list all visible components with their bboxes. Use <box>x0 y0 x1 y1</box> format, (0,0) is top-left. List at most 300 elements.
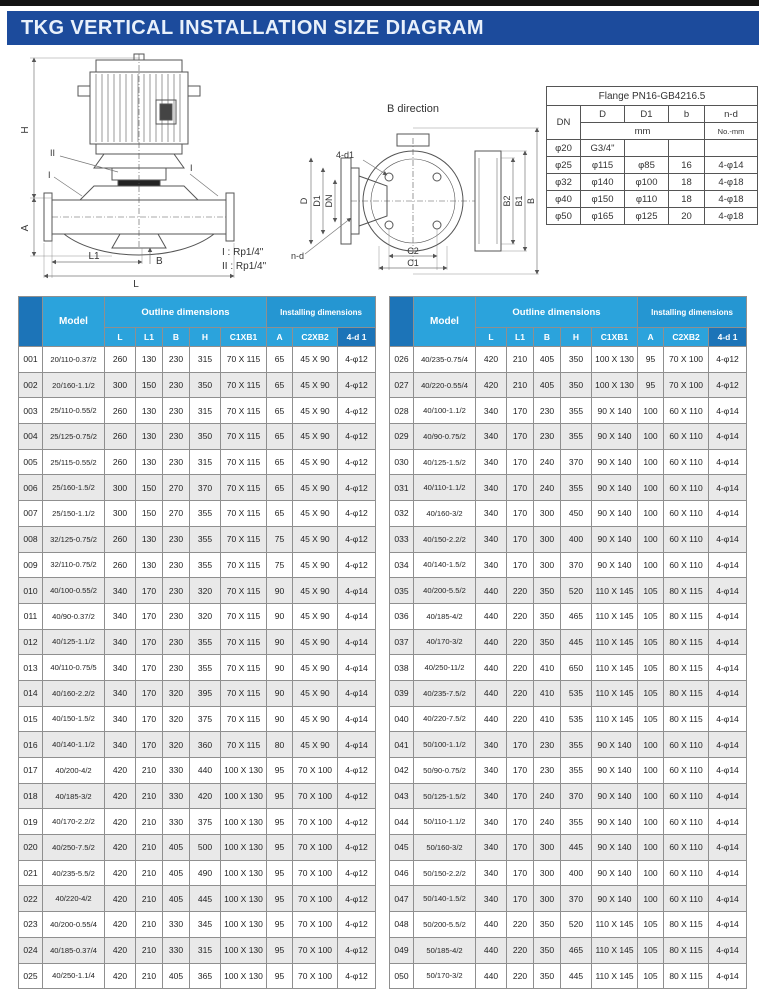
table-row <box>390 809 747 835</box>
dimension-value: 130 <box>136 424 163 450</box>
dimension-value: 90 X 140 <box>592 860 638 886</box>
outline-dimensions-header: Outline dimensions <box>476 297 638 328</box>
dimension-value: 100 <box>638 860 664 886</box>
table-row <box>390 501 747 527</box>
table-row <box>19 552 376 578</box>
dimension-value: 420 <box>105 937 136 963</box>
flange-unit-mm: mm <box>581 123 705 140</box>
dimension-value: 300 <box>534 835 561 861</box>
row-index: 049 <box>390 937 414 963</box>
dimension-value: 70 X 115 <box>221 552 267 578</box>
dimension-value: 535 <box>561 680 592 706</box>
dimension-value: 90 X 140 <box>592 783 638 809</box>
table-row <box>19 758 376 784</box>
dimension-value: 4-φ12 <box>338 552 376 578</box>
dimension-value: 70 X 100 <box>293 783 338 809</box>
dimension-value: 320 <box>190 578 221 604</box>
model-name: 50/110-1.1/2 <box>414 809 476 835</box>
dimension-value: 4-φ12 <box>338 783 376 809</box>
dimension-value: 70 X 115 <box>221 680 267 706</box>
pump-body-outline <box>44 54 234 255</box>
dimension-value: 4-φ12 <box>338 347 376 373</box>
note-ii-label: II : <box>222 261 234 272</box>
dimension-value: 110 X 145 <box>592 706 638 732</box>
table-row <box>390 552 747 578</box>
model-name: 50/200-5.5/2 <box>414 912 476 938</box>
dimension-value: 4-φ12 <box>338 886 376 912</box>
dimension-value: 440 <box>476 912 507 938</box>
row-index: 033 <box>390 526 414 552</box>
flange-dim-value: φ110 <box>625 191 669 208</box>
dimension-value: 65 <box>267 475 293 501</box>
dimension-value: 45 X 90 <box>293 398 338 424</box>
dimension-value: 4-φ14 <box>709 603 747 629</box>
row-index: 034 <box>390 552 414 578</box>
dimension-value: 355 <box>561 809 592 835</box>
dimension-value: 4-φ14 <box>709 732 747 758</box>
dimension-value: 100 X 130 <box>221 963 267 989</box>
table-row <box>390 578 747 604</box>
dimension-value: 60 X 110 <box>664 475 709 501</box>
dimension-value: 370 <box>190 475 221 501</box>
model-name: 32/125-0.75/2 <box>43 526 105 552</box>
dimension-value: 4-φ14 <box>709 526 747 552</box>
dimension-value: 170 <box>136 603 163 629</box>
dimension-value: 80 X 115 <box>664 937 709 963</box>
dimension-value: 410 <box>534 655 561 681</box>
dimension-value: 4-φ14 <box>709 449 747 475</box>
dimension-value: 90 <box>267 603 293 629</box>
dimension-value: 170 <box>507 475 534 501</box>
table-row <box>390 372 747 398</box>
flange-row <box>547 174 758 191</box>
dimension-value: 375 <box>190 706 221 732</box>
col-header-a: A <box>638 328 664 347</box>
model-name: 50/150-2.2/2 <box>414 860 476 886</box>
dimension-value: 60 X 110 <box>664 552 709 578</box>
dimension-value: 65 <box>267 347 293 373</box>
dimension-value: 70 X 115 <box>221 347 267 373</box>
dimension-value: 170 <box>507 835 534 861</box>
dimension-value: 440 <box>476 655 507 681</box>
model-name: 50/160-3/2 <box>414 835 476 861</box>
dimension-value: 110 X 145 <box>592 937 638 963</box>
flange-dn-value: φ20 <box>547 140 581 157</box>
model-name: 25/110-0.55/2 <box>43 398 105 424</box>
row-index: 046 <box>390 860 414 886</box>
dimension-value: 70 X 115 <box>221 475 267 501</box>
flange-row <box>547 191 758 208</box>
dimension-value: 230 <box>163 347 190 373</box>
row-index: 023 <box>19 912 43 938</box>
dimension-value: 100 <box>638 424 664 450</box>
flange-dim-value: 18 <box>669 191 705 208</box>
dimension-value: 260 <box>105 398 136 424</box>
dimension-value: 90 <box>267 655 293 681</box>
dimension-value: 60 X 110 <box>664 809 709 835</box>
dimension-value: 420 <box>105 758 136 784</box>
model-name: 50/185-4/2 <box>414 937 476 963</box>
table-row <box>19 449 376 475</box>
dimension-value: 230 <box>163 603 190 629</box>
model-name: 40/150-2.2/2 <box>414 526 476 552</box>
dimension-value: 4-φ12 <box>338 758 376 784</box>
dimension-value: 75 <box>267 552 293 578</box>
dimension-value: 440 <box>476 963 507 989</box>
flange-dim-value: G3/4" <box>581 140 625 157</box>
flange-col-b: b <box>669 106 705 123</box>
flange-unit-nd: No.-mm <box>705 123 758 140</box>
dimension-value: 220 <box>507 937 534 963</box>
dimension-value: 4-φ12 <box>709 347 747 373</box>
row-index: 041 <box>390 732 414 758</box>
dimension-value: 210 <box>136 886 163 912</box>
dimension-value: 65 <box>267 424 293 450</box>
dimension-value: 300 <box>105 475 136 501</box>
dimension-value: 420 <box>476 372 507 398</box>
note-line-i <box>222 246 266 260</box>
dimension-value: 75 <box>267 526 293 552</box>
dimension-value: 410 <box>534 706 561 732</box>
dimension-value: 60 X 110 <box>664 501 709 527</box>
flange-dim-value: φ150 <box>581 191 625 208</box>
dimension-value: 4-φ14 <box>709 501 747 527</box>
row-index: 024 <box>19 937 43 963</box>
dimension-value: 260 <box>105 347 136 373</box>
model-name: 40/110-1.1/2 <box>414 475 476 501</box>
dimension-value: 60 X 110 <box>664 398 709 424</box>
dimension-value: 340 <box>476 475 507 501</box>
dimension-value: 100 X 130 <box>221 835 267 861</box>
model-column-header: Model <box>414 297 476 347</box>
model-name: 40/200-5.5/2 <box>414 578 476 604</box>
dimension-value: 4-φ14 <box>709 912 747 938</box>
dimension-value: 4-φ12 <box>338 449 376 475</box>
dimension-value: 260 <box>105 552 136 578</box>
dimension-value: 340 <box>476 732 507 758</box>
dim-label-c1: C1 <box>407 258 419 268</box>
dimension-value: 105 <box>638 680 664 706</box>
dimension-value: 70 X 100 <box>664 347 709 373</box>
model-name: 25/160-1.5/2 <box>43 475 105 501</box>
dimension-value: 300 <box>534 886 561 912</box>
dimension-value: 170 <box>136 732 163 758</box>
dim-label-l: L <box>133 279 139 290</box>
dimension-value: 330 <box>163 937 190 963</box>
dimension-value: 340 <box>105 680 136 706</box>
row-index: 009 <box>19 552 43 578</box>
dimension-value: 240 <box>534 449 561 475</box>
page-title: TKG VERTICAL INSTALLATION SIZE DIAGRAM <box>7 11 759 45</box>
dimension-value: 4-φ12 <box>338 398 376 424</box>
dimension-value: 70 X 115 <box>221 449 267 475</box>
dimension-value: 90 X 140 <box>592 526 638 552</box>
dimension-value: 220 <box>507 655 534 681</box>
dimension-value: 340 <box>476 424 507 450</box>
dimension-value: 150 <box>136 372 163 398</box>
dimension-value: 70 X 100 <box>664 372 709 398</box>
dimension-value: 340 <box>476 501 507 527</box>
dimension-value: 4-φ14 <box>709 680 747 706</box>
model-name: 25/150-1.1/2 <box>43 501 105 527</box>
dimension-value: 4-φ14 <box>709 937 747 963</box>
table-row <box>390 475 747 501</box>
dimension-value: 405 <box>534 347 561 373</box>
dimension-value: 80 X 115 <box>664 963 709 989</box>
dimension-value: 210 <box>136 912 163 938</box>
model-name: 40/170-2.2/2 <box>43 809 105 835</box>
dimension-value: 95 <box>638 347 664 373</box>
dimension-value: 170 <box>507 860 534 886</box>
dimension-value: 105 <box>638 578 664 604</box>
dimension-value: 350 <box>534 578 561 604</box>
dimension-value: 340 <box>476 783 507 809</box>
flange-dim-value <box>705 140 758 157</box>
flange-dim-value: 16 <box>669 157 705 174</box>
top-black-strip <box>0 0 759 6</box>
dimension-value: 100 X 130 <box>592 372 638 398</box>
dimension-value: 4-φ12 <box>338 475 376 501</box>
dimension-table-left <box>18 296 376 989</box>
flange-dn-value: φ50 <box>547 208 581 225</box>
table-row <box>19 398 376 424</box>
model-name: 40/170-3/2 <box>414 629 476 655</box>
model-name: 40/100-1.1/2 <box>414 398 476 424</box>
dimension-value: 90 X 140 <box>592 835 638 861</box>
flange-dim-value: 4-φ14 <box>705 157 758 174</box>
row-index: 008 <box>19 526 43 552</box>
dimension-value: 4-φ14 <box>709 655 747 681</box>
dimension-value: 220 <box>507 578 534 604</box>
dimension-value: 4-φ12 <box>338 963 376 989</box>
dimension-value: 45 X 90 <box>293 449 338 475</box>
dimension-value: 70 X 115 <box>221 603 267 629</box>
dimension-value: 90 X 140 <box>592 552 638 578</box>
dimension-value: 440 <box>476 937 507 963</box>
dim-label-b-right: B <box>526 197 536 205</box>
row-index: 019 <box>19 809 43 835</box>
dimension-value: 420 <box>476 347 507 373</box>
row-index: 032 <box>390 501 414 527</box>
table-row <box>390 706 747 732</box>
model-name: 40/220-0.55/4 <box>414 372 476 398</box>
dimension-value: 445 <box>561 629 592 655</box>
dimension-value: 220 <box>507 706 534 732</box>
model-name: 40/125-1.1/2 <box>43 629 105 655</box>
dimension-value: 420 <box>105 835 136 861</box>
dimension-value: 4-φ12 <box>338 860 376 886</box>
dimension-value: 340 <box>105 578 136 604</box>
dimension-value: 80 X 115 <box>664 912 709 938</box>
table-row <box>19 963 376 989</box>
dimension-value: 70 X 115 <box>221 655 267 681</box>
dimension-value: 100 X 130 <box>221 886 267 912</box>
row-index: 028 <box>390 398 414 424</box>
dimension-value: 70 X 100 <box>293 835 338 861</box>
table-row <box>390 937 747 963</box>
dimension-value: 370 <box>561 449 592 475</box>
dimension-value: 355 <box>190 655 221 681</box>
model-name: 50/125-1.5/2 <box>414 783 476 809</box>
dimension-value: 210 <box>136 835 163 861</box>
flange-header-row <box>547 106 758 123</box>
b-direction-outline <box>341 134 501 264</box>
model-name: 40/125-1.5/2 <box>414 449 476 475</box>
table-row <box>19 835 376 861</box>
dimension-value: 110 X 145 <box>592 629 638 655</box>
dimension-value: 410 <box>534 680 561 706</box>
dimension-value: 95 <box>267 886 293 912</box>
dimension-value: 405 <box>163 963 190 989</box>
col-header-l1: L1 <box>136 328 163 347</box>
dimension-value: 230 <box>163 424 190 450</box>
dimension-value: 4-φ14 <box>709 424 747 450</box>
row-index: 043 <box>390 783 414 809</box>
dimension-value: 4-φ12 <box>338 501 376 527</box>
dim-label-c2: C2 <box>407 246 419 256</box>
dimension-value: 445 <box>561 835 592 861</box>
dimension-value: 440 <box>476 680 507 706</box>
dimension-value: 300 <box>105 372 136 398</box>
flange-col-d: D <box>581 106 625 123</box>
flange-dim-value: φ100 <box>625 174 669 191</box>
col-header-c2xb2: C2XB2 <box>293 328 338 347</box>
dimension-value: 440 <box>476 706 507 732</box>
dimension-value: 90 X 140 <box>592 398 638 424</box>
dimension-value: 230 <box>163 629 190 655</box>
col-header-c1xb1: C1XB1 <box>221 328 267 347</box>
dimension-value: 445 <box>190 886 221 912</box>
table-row <box>19 372 376 398</box>
model-name: 50/90-0.75/2 <box>414 758 476 784</box>
dimension-value: 340 <box>476 526 507 552</box>
row-index: 011 <box>19 603 43 629</box>
callout-label-ii: II <box>50 148 56 158</box>
dimension-value: 170 <box>507 732 534 758</box>
row-index: 021 <box>19 860 43 886</box>
dimension-value: 95 <box>267 809 293 835</box>
table-row <box>19 886 376 912</box>
dimension-value: 45 X 90 <box>293 629 338 655</box>
col-header-b: B <box>163 328 190 347</box>
dimension-value: 210 <box>136 860 163 886</box>
dimension-value: 70 X 115 <box>221 706 267 732</box>
table-row <box>390 758 747 784</box>
dimension-value: 420 <box>105 886 136 912</box>
col-header-h: H <box>190 328 221 347</box>
dimension-value: 100 X 130 <box>592 347 638 373</box>
flange-table-title: Flange PN16-GB4216.5 <box>547 87 758 106</box>
dimension-value: 60 X 110 <box>664 526 709 552</box>
dimension-value: 315 <box>190 347 221 373</box>
dimension-value: 95 <box>267 783 293 809</box>
dimension-value: 450 <box>561 501 592 527</box>
model-name: 40/90-0.75/2 <box>414 424 476 450</box>
dimension-value: 355 <box>561 732 592 758</box>
row-index: 020 <box>19 835 43 861</box>
table-row <box>19 475 376 501</box>
table-row <box>19 526 376 552</box>
dimension-value: 440 <box>476 629 507 655</box>
dimension-value: 4-φ14 <box>338 578 376 604</box>
dimension-value: 105 <box>638 655 664 681</box>
dimension-value: 65 <box>267 501 293 527</box>
col-header-4d1: 4-d 1 <box>338 328 376 347</box>
table-row <box>390 886 747 912</box>
dimension-value: 100 <box>638 783 664 809</box>
model-name: 40/200-0.55/4 <box>43 912 105 938</box>
row-index: 040 <box>390 706 414 732</box>
dimension-value: 4-φ14 <box>709 552 747 578</box>
dimension-value: 100 <box>638 835 664 861</box>
dimension-value: 405 <box>163 860 190 886</box>
dimension-value: 230 <box>534 758 561 784</box>
dimension-value: 90 <box>267 680 293 706</box>
row-index: 018 <box>19 783 43 809</box>
dimension-value: 260 <box>105 424 136 450</box>
col-header-a: A <box>267 328 293 347</box>
dimension-value: 350 <box>190 424 221 450</box>
dimension-value: 440 <box>476 578 507 604</box>
dimension-value: 340 <box>476 758 507 784</box>
dim-label-d1: D1 <box>312 195 322 207</box>
dimension-value: 465 <box>561 603 592 629</box>
dim-label-h: H <box>20 126 31 134</box>
dimension-value: 220 <box>507 629 534 655</box>
dimension-value: 130 <box>136 347 163 373</box>
dimension-value: 400 <box>561 860 592 886</box>
model-name: 40/185-0.37/4 <box>43 937 105 963</box>
dimension-value: 100 X 130 <box>221 783 267 809</box>
dimension-value: 95 <box>267 912 293 938</box>
dimension-value: 420 <box>105 963 136 989</box>
dimension-value: 70 X 115 <box>221 526 267 552</box>
dimension-value: 60 X 110 <box>664 449 709 475</box>
dimension-value: 4-φ14 <box>709 783 747 809</box>
dimension-value: 105 <box>638 603 664 629</box>
dimension-value: 350 <box>561 372 592 398</box>
flange-dim-value: φ140 <box>581 174 625 191</box>
dimension-value: 400 <box>561 526 592 552</box>
flange-dn-value: φ32 <box>547 174 581 191</box>
dimension-value: 350 <box>534 963 561 989</box>
note-ii-value: Rp1/4" <box>235 261 267 272</box>
dimension-value: 95 <box>267 860 293 886</box>
table-row <box>19 603 376 629</box>
dimension-value: 45 X 90 <box>293 347 338 373</box>
note-i-label: I : <box>222 247 231 258</box>
dimension-value: 60 X 110 <box>664 860 709 886</box>
model-name: 25/115-0.55/2 <box>43 449 105 475</box>
dimension-value: 320 <box>163 706 190 732</box>
dimension-value: 90 X 140 <box>592 758 638 784</box>
dimension-value: 350 <box>534 603 561 629</box>
dimension-value: 230 <box>163 578 190 604</box>
dimension-value: 4-φ14 <box>338 655 376 681</box>
dimension-value: 70 X 115 <box>221 501 267 527</box>
dimension-value: 170 <box>136 578 163 604</box>
flange-table <box>546 86 758 225</box>
dimension-value: 170 <box>136 655 163 681</box>
flange-dim-value: φ125 <box>625 208 669 225</box>
dim-label-b1: B1 <box>514 195 524 207</box>
b-direction-drawing <box>263 96 548 291</box>
dimension-value: 45 X 90 <box>293 501 338 527</box>
dimension-value: 220 <box>507 912 534 938</box>
dimension-value: 4-φ14 <box>709 629 747 655</box>
dimension-value: 150 <box>136 475 163 501</box>
dimension-value: 100 X 130 <box>221 758 267 784</box>
